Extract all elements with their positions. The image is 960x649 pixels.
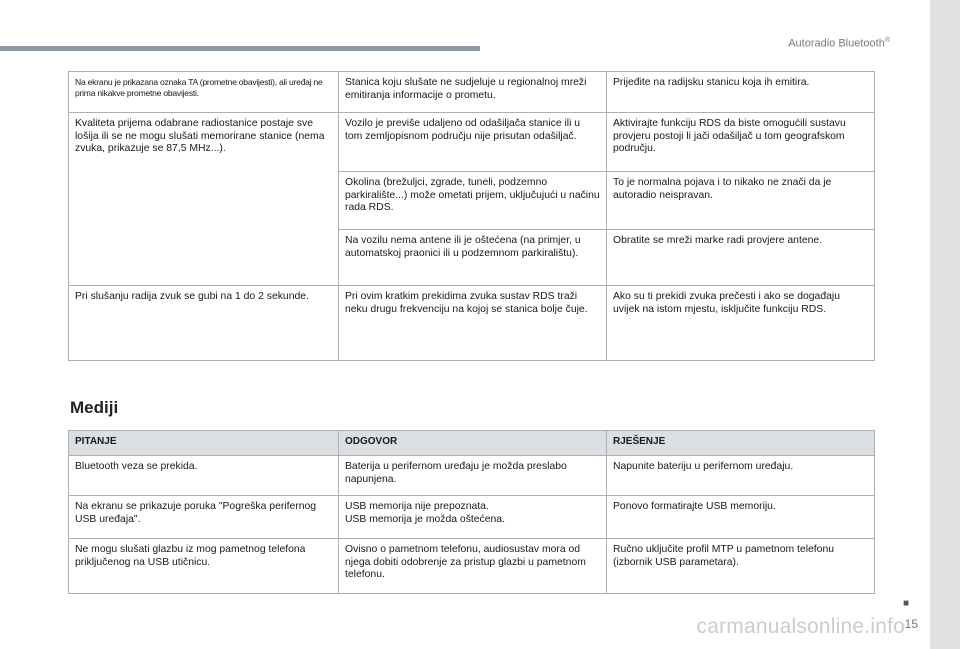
page-edge-band: [930, 0, 960, 649]
solution-cell: Aktivirajte funkciju RDS da biste omogućili sustavu provjeru postoji li jači odašiljač u tom geografskom području.: [607, 113, 875, 172]
cause-cell: Vozilo je previše udaljeno od odašiljača stanice ili u tom zemljopisnom području nije prisutan odašiljač.: [339, 113, 607, 172]
answer-cell: Ovisno o pametnom telefonu, audiosustav mora od njega dobiti odobrenje za pristup glazbi u pametnom telefonu.: [339, 539, 607, 594]
solution-cell: Ručno uključite profil MTP u pametnom telefonu (izbornik USB parametara).: [607, 539, 875, 594]
solution-cell: Prijeđite na radijsku stanicu koja ih emitira.: [607, 72, 875, 113]
section-header: [740, 37, 890, 50]
table-row: [69, 539, 875, 594]
question-cell: Pri slušanju radija zvuk se gubi na 1 do 2 sekunde.: [69, 286, 339, 361]
table-row: [69, 72, 875, 113]
media-section-title: Mediji: [70, 398, 119, 417]
cause-cell: Okolina (brežuljci, zgrade, tuneli, podzemno parkiralište...) može ometati prijem, uključujući u načinu rada RDS.: [339, 172, 607, 230]
question-cell: Bluetooth veza se prekida.: [69, 456, 339, 496]
section-header-text: Autoradio Bluetooth: [788, 37, 885, 50]
table-row: [69, 286, 875, 361]
column-header-solution: RJEŠENJE: [607, 431, 875, 456]
question-cell: Na ekranu se prikazuje poruka "Pogreška perifernog USB uređaja".: [69, 496, 339, 539]
table-row: [69, 496, 875, 539]
solution-cell: Obratite se mreži marke radi provjere antene.: [607, 230, 875, 286]
solution-cell: To je normalna pojava i to nikako ne znači da je autoradio neispravan.: [607, 172, 875, 230]
radio-troubleshooting-table: [68, 71, 875, 361]
question-cell: Ne mogu slušati glazbu iz mog pametnog telefona priključenog na USB utičnicu.: [69, 539, 339, 594]
watermark: carmanualsonline.info: [696, 615, 905, 638]
answer-cell: Baterija u perifernom uređaju je možda preslabo napunjena.: [339, 456, 607, 496]
question-cell: Na ekranu je prikazana oznaka TA (prometne obavijesti), ali uređaj ne prima nikakve prometne obavijesti.: [69, 72, 339, 113]
solution-cell: Ako su ti prekidi zvuka prečesti i ako se događaju uvijek na istom mjestu, isključite funkciju RDS.: [607, 286, 875, 361]
question-cell: Kvaliteta prijema odabrane radiostanice postaje sve lošija ili se ne mogu slušati memorirane stanice (nema zvuka, prikazuje se 87,5 MHz...).: [69, 113, 339, 286]
solution-cell: Napunite bateriju u perifernom uređaju.: [607, 456, 875, 496]
cause-cell: Na vozilu nema antene ili je oštećena (na primjer, u automatskoj praonici ili u podzemnom parkiralištu).: [339, 230, 607, 286]
media-troubleshooting-table: [68, 430, 875, 594]
table-row: [69, 456, 875, 496]
table-row: [69, 113, 875, 172]
table-header-row: [69, 431, 875, 456]
solution-cell: Ponovo formatirajte USB memoriju.: [607, 496, 875, 539]
answer-cell: USB memorija nije prepoznata. USB memorija je možda oštećena.: [339, 496, 607, 539]
cause-cell: Stanica koju slušate ne sudjeluje u regionalnoj mreži emitiranja informacije o prometu.: [339, 72, 607, 113]
page-number: 15: [904, 617, 918, 631]
cause-cell: Pri ovim kratkim prekidima zvuka sustav RDS traži neku drugu frekvenciju na kojoj se stanica bolje čuje.: [339, 286, 607, 361]
registered-mark: ®: [884, 37, 890, 44]
column-header-answer: ODGOVOR: [339, 431, 607, 456]
continued-marker-icon: ■: [903, 598, 910, 609]
column-header-question: PITANJE: [69, 431, 339, 456]
header-rule: [0, 46, 480, 51]
